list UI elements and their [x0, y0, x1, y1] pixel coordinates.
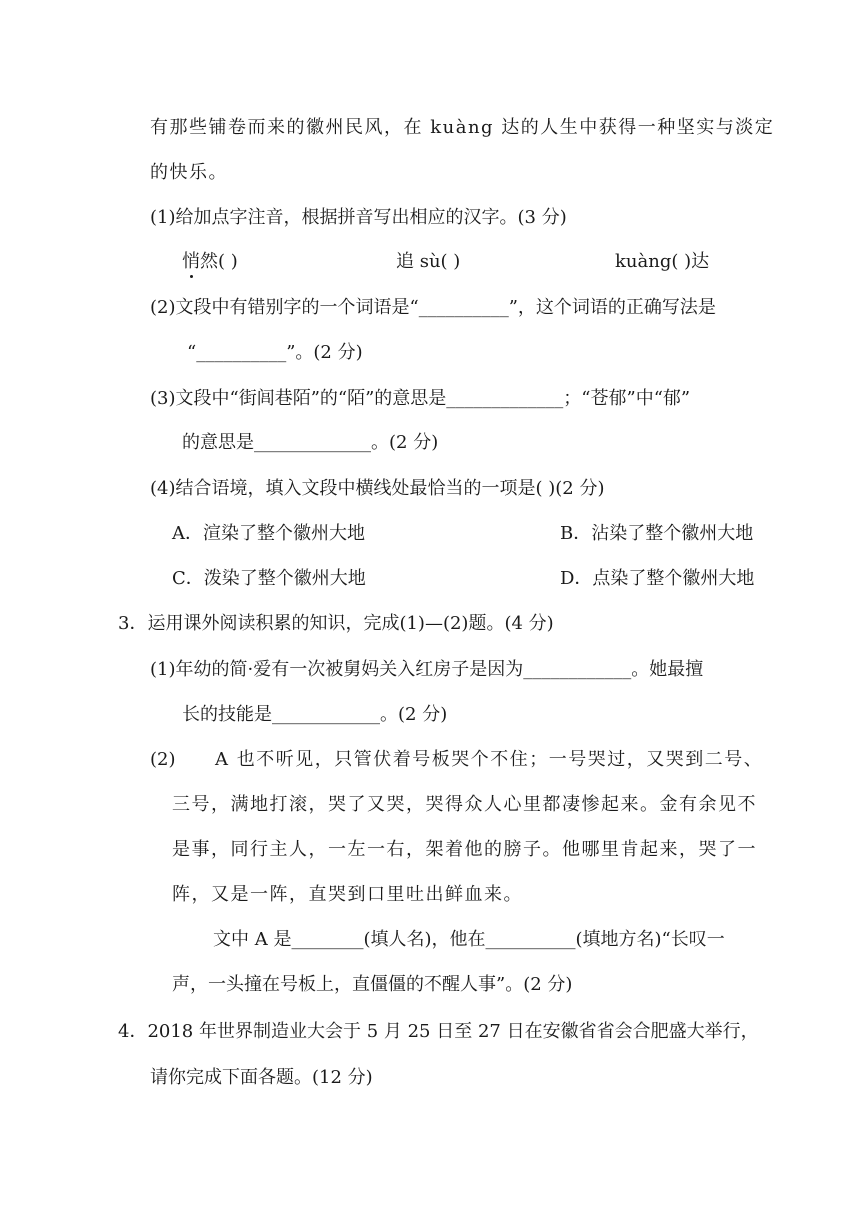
item1-rest: 然( ) — [200, 251, 238, 272]
q2-sub1-item1 — [182, 250, 238, 274]
q3-sub1-line-2: 长的技能是____________。(2 分) — [182, 704, 448, 725]
q3-sub2-excerpt-3: 是事，同行主人，一左一右，架着他的膀子。他哪里肯起来，哭了一 — [172, 839, 757, 860]
q2-sub4-option-d: D．点染了整个徽州大地 — [560, 568, 755, 589]
passage-line-2: 的快乐。 — [150, 162, 228, 183]
q3-sub2-excerpt-2: 三号，满地打滚，哭了又哭，哭得众人心里都凄惨起来。金有余见不 — [172, 794, 757, 815]
q3-sub2-label: (2) — [150, 749, 176, 770]
q2-sub2-line-1: (2)文段中有错别字的一个词语是“__________”，这个词语的正确写法是 — [150, 297, 716, 318]
q3-sub2-fill-2: 声，一头撞在号板上，直僵僵的不醒人事”。(2 分) — [172, 974, 573, 995]
q3-sub2-excerpt-1: A 也不听见，只管伏着号板哭个不住；一号哭过，又哭到二号、 — [215, 749, 764, 770]
q2-sub4-option-b: B．沾染了整个徽州大地 — [560, 523, 754, 544]
q2-sub1-item3: kuàng( )达 — [615, 251, 710, 272]
q2-sub1-stem: (1)给加点字注音，根据拼音写出相应的汉字。(3 分) — [150, 207, 567, 228]
q4-line-1: 4．2018 年世界制造业大会于 5 月 25 日至 27 日在安徽省省会合肥盛大举行， — [118, 1021, 759, 1042]
dotted-char: 悄 — [182, 251, 200, 272]
q2-sub2-line-2: “__________”。(2 分) — [187, 342, 363, 363]
q3-stem: 3．运用课外阅读积累的知识，完成(1)—(2)题。(4 分) — [118, 613, 554, 634]
q2-sub1-item2: 追 sù( ) — [396, 251, 461, 272]
q4-line-2: 请你完成下面各题。(12 分) — [150, 1067, 373, 1088]
q3-sub2-excerpt-4: 阵，又是一阵，直哭到口里吐出鲜血来。 — [172, 884, 523, 905]
passage-line-1: 有那些铺卷而来的徽州民风，在 kuàng 达的人生中获得一种坚实与淡定 — [150, 117, 775, 138]
q3-sub1-line-1: (1)年幼的简·爱有一次被舅妈关入红房子是因为____________。她最擅 — [150, 659, 704, 680]
q2-sub3-line-1: (3)文段中“街闾巷陌”的“陌”的意思是_____________；“苍郁”中“郁” — [150, 388, 691, 409]
q2-sub4-stem: (4)结合语境，填入文段中横线处最恰当的一项是( )(2 分) — [150, 478, 605, 499]
q3-sub2-fill-1: 文中 A 是________(填人名)，他在__________(填地方名)“长叹一 — [213, 929, 725, 950]
q2-sub4-option-a: A．渲染了整个徽州大地 — [172, 523, 365, 544]
q2-sub4-option-c: C．泼染了整个徽州大地 — [172, 568, 366, 589]
q2-sub3-line-2: 的意思是_____________。(2 分) — [182, 432, 439, 453]
